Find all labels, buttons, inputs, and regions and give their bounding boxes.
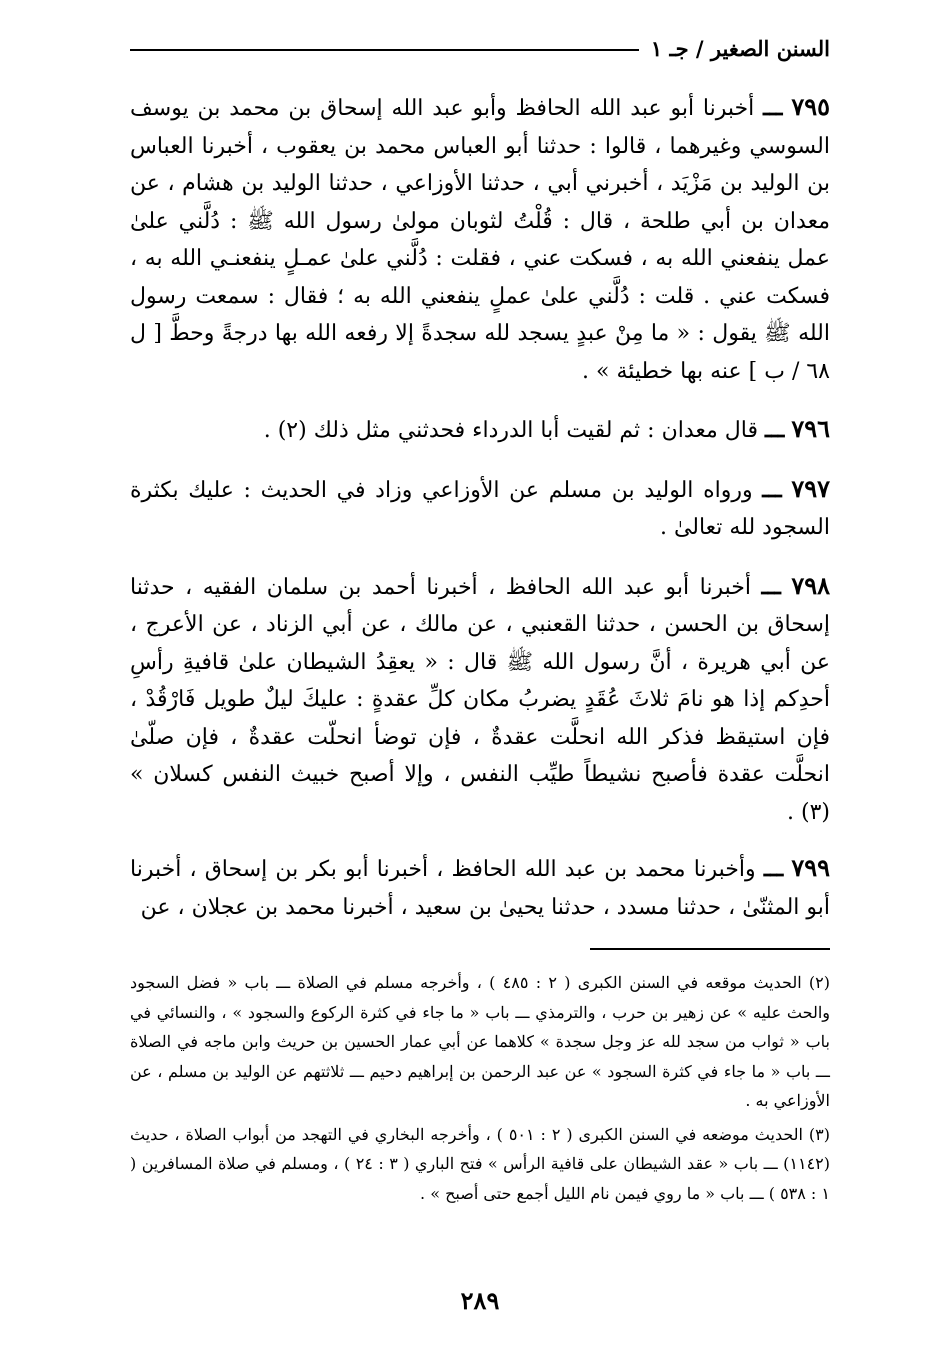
hadith-text: أخبرنا أبو عبد الله الحافظ وأبو عبد الله إسحاق بن محمد بن يوسف السوسي وغيرهما ، قالوا : حدثنا أبو العباس محمد بن يعقوب ، أخبرنا العباس بن الوليد بن مَزْيَد ، أخبرني أبي ، حدثنا الأوزاعي ، حدثنا الوليد بن هشام ، عن معدان بن أبي طلحة ، قال : قُلْتُ لثوبان مولىٰ رسول الله ﷺ : دُلَّني علىٰ عمل ينفعني الله به ، فسكت عني ، فقلت : دُلَّني علىٰ عمـلٍ ينفعنـي الله به ، فسكت عني . قلت : دُلَّني علىٰ عملٍ ينفعني الله به ؛ فقال : سمعت رسول الله ﷺ يقول : « ما مِنْ عبدٍ يسجد لله سجدةً إلا رفعه الله بها درجةً وحطَّ [ ل ٦٨ / ب ] عنه بها خطيئة » . xyxy=(130,96,830,384)
hadith-dash: ـــ xyxy=(764,417,785,443)
hadith-798 xyxy=(130,567,830,832)
hadith-797 xyxy=(130,470,830,547)
hadith-text: قال معدان : ثم لقيت أبا الدرداء فحدثني مثل ذلك (٢) . xyxy=(263,418,758,443)
book-page xyxy=(130,28,830,1348)
page-number: ٢٨٩ xyxy=(460,1286,500,1315)
hadith-text: ورواه الوليد بن مسلم عن الأوزاعي وزاد في الحديث : عليك بكثرة السجود لله تعالىٰ . xyxy=(130,477,830,540)
footnote-2: (٢) الحديث موقعه في السنن الكبرى ( ٢ : ٤٨٥ ) ، وأخرجه مسلم في الصلاة ـــ باب « فضل السجود والحث عليه » عن زهير بن حرب ، والترمذي ـــ باب « ما جاء في كثرة الركوع والسجود » ، والنسائي في باب « ثواب من سجد لله عز وجل سجدة » كلاهما عن أبي عمار الحسين بن حريث وابن ماجه في الصلاة ـــ باب « ما جاء في كثرة السجود » عن عبد الرحمن بن إبراهيم دحيم ـــ ثلاثتهم عن الوليد بن مسلم ، عن الأوزاعي به . xyxy=(130,973,831,1110)
hadith-number: ٧٩٥ xyxy=(791,92,830,121)
hadith-number: ٧٩٦ xyxy=(791,414,830,443)
footnote-3: (٣) الحديث موضعه في السنن الكبرى ( ٢ : ٥٠١ ) ، وأخرجه البخاري في التهجد من أبواب الصلاة ، حديث (١١٤٢) ـــ باب « عقد الشيطان على قافية الرأس » فتح الباري ( ٣ : ٢٤ ) ، ومسلم في صلاة المسافرين ( ١ : ٥٣٨ ) ـــ باب « ما روي فيمن نام الليل أجمع حتى أصبح » . xyxy=(130,1124,831,1203)
hadith-number: ٧٩٨ xyxy=(791,570,830,600)
header-rule xyxy=(130,49,639,51)
hadith-number: ٧٩٧ xyxy=(791,473,831,503)
hadith-number: ٧٩٩ xyxy=(791,853,830,882)
hadith-dash: ـــ xyxy=(763,856,784,882)
hadith-799 xyxy=(130,849,830,926)
running-header xyxy=(130,28,830,68)
hadith-796 xyxy=(130,410,830,450)
footnote-separator xyxy=(590,948,830,950)
header-title: السنن الصغير / جـ ١ xyxy=(650,35,830,61)
hadith-795 xyxy=(130,88,830,390)
hadith-dash: ـــ xyxy=(761,573,781,600)
hadith-text: أخبرنا أبو عبد الله الحافظ ، أخبرنا أحمد بن سلمان الفقيه ، حدثنا إسحاق بن الحسن ، حدثنا القعنبي ، عن مالك ، عن أبي الزناد ، عن الأعرج ، عن أبي هريرة ، أنَّ رسول الله ﷺ قال : « يعقِدُ الشيطان علىٰ قافيةِ رأسِ أحدِكم إذا هو نامَ ثلاثَ عُقَدٍ يضربُ مكان كلِّ عقدةٍ : عليكَ ليلٌ طويل فَارْقُدْ ، فإن استيقظ فذكر الله انحلَّت عقدةٌ ، فإن توضأ انحلّت عقدةٌ ، فإن صلّىٰ انحلَّت عقدة فأصبح نشيطاً طيِّب النفس ، وإلا أصبح خبيث النفس كسلان » (٣) . xyxy=(130,574,830,825)
hadith-dash: ـــ xyxy=(762,476,782,503)
hadith-dash: ـــ xyxy=(763,95,783,121)
hadith-text: وأخبرنا محمد بن عبد الله الحافظ ، أخبرنا أبو بكر بن إسحاق ، أخبرنا أبو المثنّىٰ ، حدثنا مسدد ، حدثنا يحيىٰ بن سعيد ، أخبرنا محمد بن عجلان ، عن xyxy=(130,857,830,920)
